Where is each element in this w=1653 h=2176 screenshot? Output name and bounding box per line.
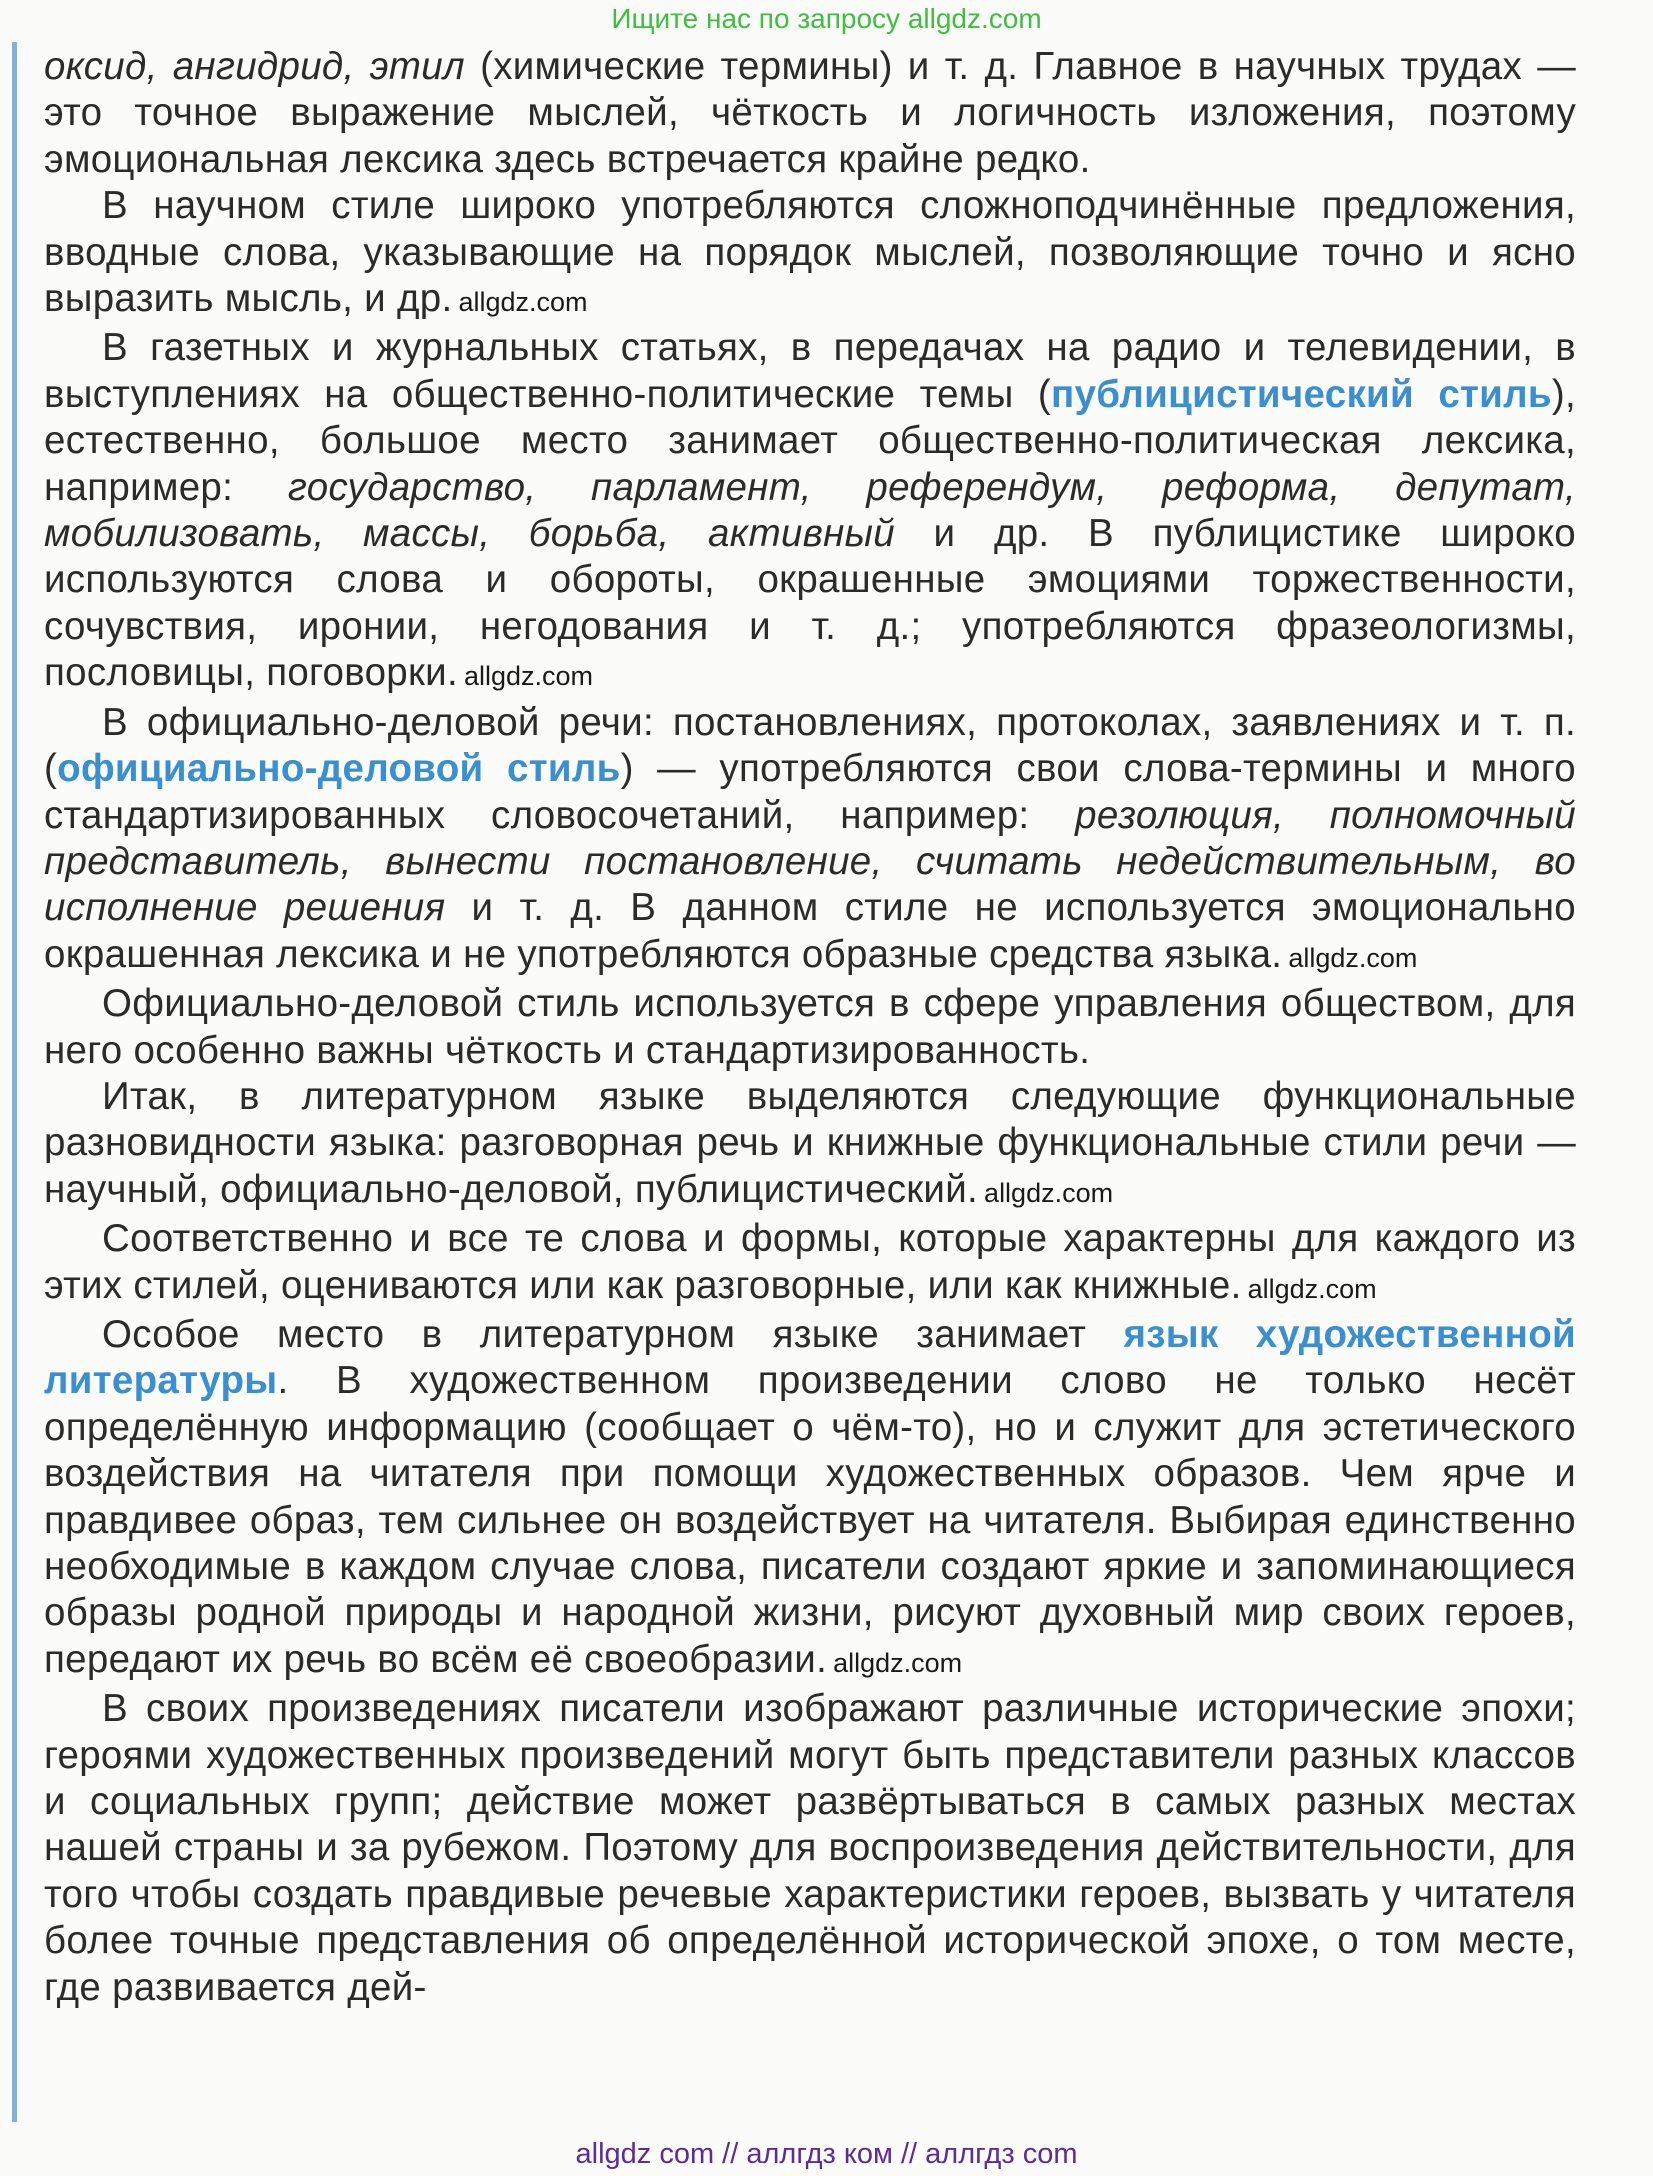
watermark: allgdz.com [463, 661, 594, 692]
term-official-business-style: официально-деловой стиль [57, 747, 621, 791]
italic-examples: оксид, ангидрид, этил [44, 45, 465, 88]
paragraph-4: Официально-деловой стиль используется в сфере управления обществом, для него особенно важны чёткость и стандартизированность. [44, 982, 1576, 1072]
top-banner[interactable]: Ищите нас по запросу allgdz.com [611, 3, 1042, 34]
paragraph-5: Итак, в литературном языке выделяются следующие функциональные разновидности языка: разговорная речь и книжные функциональные стили речи — научный, официально-деловой, публицистический. allgdz.com [44, 1074, 1576, 1211]
paragraph-6: Соответственно и все те слова и формы, которые характерны для каждого из этих стилей, оцениваются или как разговорные, или как книжные. allgdz.com [44, 1217, 1576, 1307]
watermark: allgdz.com [833, 1647, 963, 1678]
watermark: allgdz.com [458, 287, 588, 318]
paragraph-0: оксид, ангидрид, этил (химические термины) и т. д. Главное в научных трудах — это точное выражение мыслей, чёткость и логичность изложения, поэтому эмоциональная лексика здесь встречается крайне редко. [44, 45, 1576, 181]
paragraph-2: В газетных и журнальных статьях, в передачах на радио и телевидении, в выступлениях на общественно-политические темы (публицистический стиль), естественно, большое место занимает общественно-политическая лексика, например: государство, парламент, референдум, реформа, депутат, мобилизовать, массы, борьба, активный и др. В публицистике широко используются слова и обороты, окрашенные эмоциями торжественности, сочувствия, иронии, негодования и т. д.; употребляются фразеологизмы, пословицы, поговорки. allgdz.com [44, 326, 1577, 695]
watermark: allgdz.com [984, 1177, 1114, 1208]
term-publicistic-style: публицистический стиль [1051, 372, 1552, 416]
paragraph-7: Особое место в литературном языке занимает язык художественной литературы. В художественном произведении слово не только несёт определённую информацию (сообщает о чём-то), но и служит для эстетического воздействия на читателя при помощи художественных образов. Чем ярче и правдивее образ, тем сильнее он воздействует на читателя. Выбирая единственно необходимые в каждом случае слова, писатели создают яркие и запоминающиеся образы родной природы и народной жизни, рисуют духовный мир своих героев, передают их речь во всём её своеобразии. allgdz.com [44, 1312, 1577, 1681]
margin-rule [12, 42, 17, 2122]
paragraph-1: В научном стиле широко употребляются сложноподчинённые предложения, вводные слова, указывающие на порядок мыслей, позволяющие точно и ясно выразить мысль, и др. allgdz.com [44, 184, 1576, 321]
paragraph-8: В своих произведениях писатели изображают различные исторические эпохи; героями художественных произведений могут быть представители разных классов и социальных групп; действие может развёртываться в самых разных местах нашей страны и за рубежом. Поэтому для воспроизведения действительности, для того чтобы создать правдивые речевые характеристики героев, вызвать у читателя более точные представления об определённой исторической эпохе, о том месте, где развивается дей- [44, 1687, 1576, 2009]
italic-examples: резолюция, полномочный представитель, вынести постановление, считать недействительным, во исполнение решения [44, 793, 1576, 930]
bottom-banner[interactable]: allgdz com // аллгдз ком // аллгдз com [575, 2138, 1078, 2170]
italic-examples: государство, парламент, референдум, реформа, депутат, мобилизовать, массы, борьба, активный [44, 465, 1576, 556]
watermark: allgdz.com [1288, 942, 1418, 973]
paragraph-3: В официально-деловой речи: постановлениях, протоколах, заявлениях и т. п. (официально-деловой стиль) — употребляются свои слова-термины и много стандартизированных словосочетаний, например: резолюция, полномочный представитель, вынести постановление, считать недействительным, во исполнение решения и т. д. В данном стиле не используется эмоционально окрашенная лексика и не употребляются образные средства языка. allgdz.com [44, 700, 1576, 976]
body-text [44, 44, 1576, 2011]
term-fiction-language: язык художественной литературы [44, 1312, 1577, 1403]
watermark: allgdz.com [1247, 1273, 1377, 1304]
